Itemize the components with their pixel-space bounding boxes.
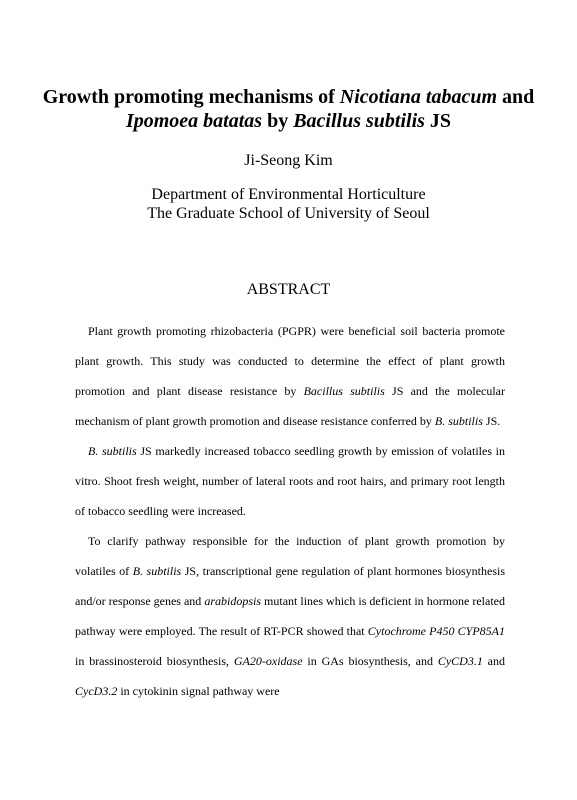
abstract-paragraph-1 [75, 316, 505, 436]
affiliation [40, 185, 537, 223]
abstract-heading: ABSTRACT [246, 281, 331, 298]
species-name: B. subtilis [434, 414, 483, 428]
title-text-4: JS [424, 110, 452, 132]
text-span: To clarify pathway responsible for the induction of plant growth promotion by volatiles of [75, 534, 505, 578]
organism-name: arabidopsis [204, 594, 262, 608]
text-span: in GAs biosynthesis, and [302, 654, 438, 668]
title-species-nicotiana: Nicotiana tabacum [339, 86, 498, 108]
gene-name: CyCD3.1 [437, 654, 483, 668]
affiliation-department: Department of Environmental Horticulture [151, 186, 426, 203]
text-span: JS, transcriptional gene regulation of plant hormones biosynthesis and/or response genes and [75, 564, 505, 608]
species-name: B. subtilis [88, 444, 137, 458]
abstract-paragraph-3 [75, 526, 505, 706]
text-span: in brassinosteroid biosynthesis, [75, 654, 234, 668]
author-name: Ji-Seong Kim [244, 152, 333, 169]
title-text-3: by [262, 110, 294, 132]
text-span: JS. [482, 414, 501, 428]
abstract-paragraph-2 [75, 436, 505, 526]
species-name: B. subtilis [132, 564, 182, 578]
text-span: and [482, 654, 506, 668]
affiliation-school: The Graduate School of University of Seoul [147, 205, 430, 222]
text-span: mutant lines which is deficient in hormone related pathway were employed. The result of RT-PCR showed that [75, 594, 505, 638]
text-span: Plant growth promoting rhizobacteria (PGPR) were beneficial soil bacteria promote plant growth. This study was conducted to determine the effect of plant growth promotion and plant disease resistance by [75, 324, 505, 398]
text-span: JS and the molecular mechanism of plant growth promotion and disease resistance conferred by [75, 384, 506, 428]
paper-title [40, 85, 537, 133]
text-span: JS markedly increased tobacco seedling growth by emission of volatiles in vitro. Shoot fresh weight, number of lateral roots and root hairs, and primary root length of tobacco seedling were increased. [75, 444, 505, 518]
gene-name: CycD3.2 [75, 684, 118, 698]
text-span: in cytokinin signal pathway were [117, 684, 280, 698]
title-text-2: and [497, 86, 535, 108]
species-name: Bacillus subtilis [303, 384, 385, 398]
gene-name: GA20-oxidase [233, 654, 303, 668]
title-species-ipomoea: Ipomoea batatas [125, 110, 263, 132]
gene-name: Cytochrome P450 CYP85A1 [367, 624, 505, 638]
abstract-body [75, 316, 505, 706]
title-text-1: Growth promoting mechanisms of [42, 86, 340, 108]
title-species-bacillus: Bacillus subtilis [293, 110, 425, 132]
